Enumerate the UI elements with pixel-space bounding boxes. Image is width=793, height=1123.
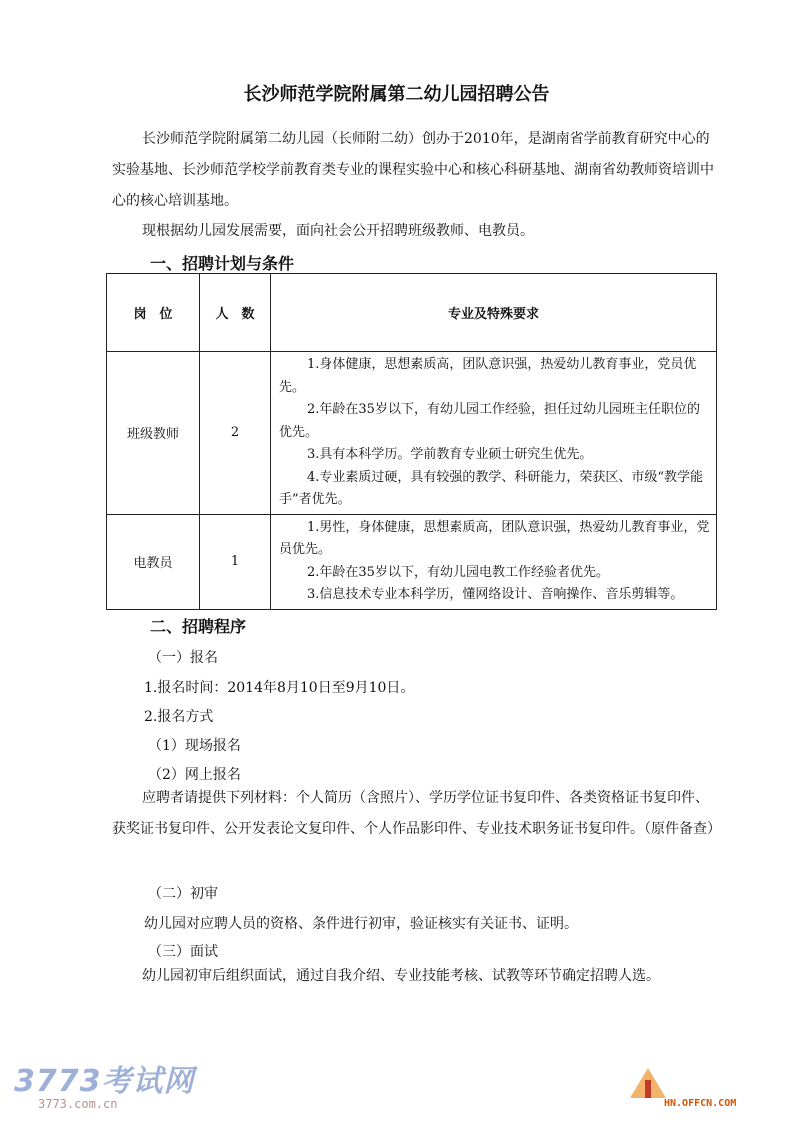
subheading-screening: （二）初审 [148, 886, 218, 902]
screening-text: 幼儿园对应聘人员的资格、条件进行初审，验证核实有关证书、证明。 [144, 916, 578, 932]
row-requirements [271, 514, 717, 609]
header-position: 岗 位 [107, 274, 200, 352]
subheading-registration: （一）报名 [148, 650, 218, 666]
page-title: 长沙师范学院附属第二幼儿园招聘公告 [243, 84, 550, 105]
registration-method: 2.报名方式 [144, 709, 214, 725]
watermark-url-right: HN.OFFCN.COM [664, 1098, 737, 1109]
intro-paragraph-2: 现根据幼儿园发展需要，面向社会公开招聘班级教师、电教员。 [142, 223, 534, 239]
requirement-item: 2.年龄在35岁以下，有幼儿园电教工作经验者优先。 [307, 564, 609, 580]
row-requirements [271, 352, 717, 515]
row-position: 班级教师 [107, 352, 200, 515]
row-count: 1 [200, 514, 271, 609]
requirement-item: 1.男性，身体健康，思想素质高，团队意识强，热爱幼儿教育事业，党员优先。 [279, 519, 710, 557]
registration-onsite: （1）现场报名 [148, 738, 241, 754]
section-heading-procedure: 二、招聘程序 [150, 617, 247, 636]
requirement-item: 4.专业素质过硬，具有较强的教学、科研能力，荣获区、市级“教学能手”者优先。 [279, 469, 704, 507]
requirement-item: 3.信息技术专业本科学历，懂网络设计、音响操作、音乐剪辑等。 [307, 587, 684, 602]
table-row [107, 352, 717, 515]
requirement-item: 2.年龄在35岁以下，有幼儿园工作经验，担任过幼儿园班主任职位的优先。 [279, 402, 700, 440]
header-requirements: 专业及特殊要求 [271, 274, 717, 352]
registration-online: （2）网上报名 [148, 767, 241, 783]
section-heading-plan: 一、招聘计划与条件 [150, 254, 295, 273]
registration-time: 1.报名时间：2014年8月10日至9月10日。 [144, 680, 415, 696]
watermark-url-left: 3773.com.cn [38, 1097, 118, 1111]
interview-paragraph: 幼儿园初审后组织面试，通过自我介绍、专业技能考核、试教等环节确定招聘人选。 [142, 968, 660, 984]
requirement-item: 3.具有本科学历。学前教育专业硕士研究生优先。 [307, 447, 593, 462]
row-position: 电教员 [107, 514, 200, 609]
header-count: 人 数 [200, 274, 271, 352]
requirement-item: 1.身体健康，思想素质高，团队意识强，热爱幼儿教育事业，党员优先。 [279, 357, 697, 395]
recruitment-table [106, 273, 717, 610]
watermark-emblem-detail-icon [645, 1080, 651, 1098]
materials-paragraph: 应聘者请提供下列材料：个人简历（含照片）、学历学位证书复印件、各类资格证书复印件、获奖证书复印件、公开发表论文复印件、个人作品影印件、专业技术职务证书复印件。（原件备查） [112, 790, 721, 837]
watermark-logo-left: 3773考试网 [14, 1064, 195, 1099]
intro-paragraph: 长沙师范学院附属第二幼儿园（长师附二幼）创办于2010年，是湖南省学前教育研究中心的实验基地、长沙师范学校学前教育类专业的课程实验中心和核心科研基地、湖南省幼教师资培训中心的核心培训基地。 [112, 131, 714, 209]
table-header-row [107, 274, 717, 352]
table-row [107, 514, 717, 609]
row-count: 2 [200, 352, 271, 515]
subheading-interview: （三）面试 [148, 944, 218, 960]
